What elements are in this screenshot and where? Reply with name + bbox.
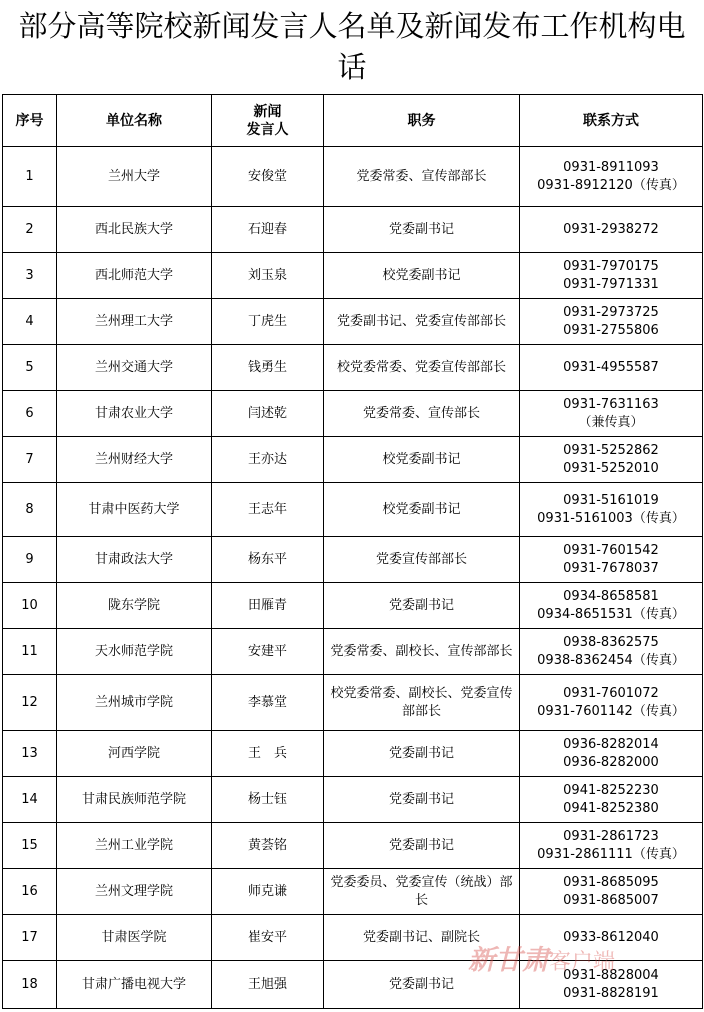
row-number: 3	[3, 253, 57, 299]
row-number: 10	[3, 583, 57, 629]
contact-line: 0931-8912120（传真）	[537, 177, 685, 193]
unit-name: 甘肃政法大学	[57, 537, 212, 583]
contact-line: 0931-5161019	[563, 492, 659, 508]
unit-name: 兰州大学	[57, 147, 212, 207]
position-title: 校党委副书记	[324, 483, 520, 537]
position-title: 党委宣传部部长	[324, 537, 520, 583]
position-title: 党委副书记	[324, 961, 520, 1009]
contact-info	[520, 253, 703, 299]
spokesperson-name: 李慕堂	[212, 675, 324, 731]
contact-info	[520, 823, 703, 869]
spokesperson-name: 安俊堂	[212, 147, 324, 207]
contact-line: 0931-7678037	[563, 560, 659, 576]
contact-info	[520, 345, 703, 391]
row-number: 1	[3, 147, 57, 207]
contact-line: 0931-4955587	[563, 359, 659, 375]
contact-info	[520, 961, 703, 1009]
position-title: 校党委副书记	[324, 253, 520, 299]
table-row	[3, 391, 703, 437]
header-no: 序号	[3, 95, 57, 147]
position-title: 党委副书记	[324, 583, 520, 629]
spokesperson-name: 崔安平	[212, 915, 324, 961]
row-number: 13	[3, 731, 57, 777]
position-title: 党委副书记	[324, 777, 520, 823]
contact-line: 0931-7601542	[563, 542, 659, 558]
unit-name: 陇东学院	[57, 583, 212, 629]
contact-info	[520, 583, 703, 629]
position-title: 党委副书记、副院长	[324, 915, 520, 961]
position-title: 党委副书记	[324, 731, 520, 777]
position-title: 党委副书记、党委宣传部部长	[324, 299, 520, 345]
spokesperson-name: 黄荟铭	[212, 823, 324, 869]
unit-name: 西北民族大学	[57, 207, 212, 253]
row-number: 2	[3, 207, 57, 253]
position-title: 党委常委、副校长、宣传部部长	[324, 629, 520, 675]
position-title: 校党委副书记	[324, 437, 520, 483]
table-row	[3, 583, 703, 629]
table-row	[3, 675, 703, 731]
unit-name: 兰州交通大学	[57, 345, 212, 391]
table-row	[3, 629, 703, 675]
contact-info	[520, 147, 703, 207]
position-title: 校党委常委、副校长、党委宣传部部长	[324, 675, 520, 731]
position-title: 党委委员、党委宣传（统战）部长	[324, 869, 520, 915]
position-title: 党委副书记	[324, 207, 520, 253]
row-number: 9	[3, 537, 57, 583]
page-title: 部分高等院校新闻发言人名单及新闻发布工作机构电话	[18, 9, 686, 84]
table-row	[3, 483, 703, 537]
unit-name: 甘肃中医药大学	[57, 483, 212, 537]
spokesperson-name: 杨东平	[212, 537, 324, 583]
spokesperson-name: 石迎春	[212, 207, 324, 253]
table-header-row	[3, 95, 703, 147]
unit-name: 甘肃民族师范学院	[57, 777, 212, 823]
spokesperson-name: 刘玉泉	[212, 253, 324, 299]
contact-info	[520, 777, 703, 823]
contact-line: 0931-7601072	[563, 685, 659, 701]
unit-name: 甘肃医学院	[57, 915, 212, 961]
spokesperson-table	[2, 94, 703, 1009]
position-title: 校党委常委、党委宣传部部长	[324, 345, 520, 391]
contact-line: 0931-7631163	[563, 396, 659, 412]
contact-info	[520, 915, 703, 961]
unit-name: 西北师范大学	[57, 253, 212, 299]
row-number: 4	[3, 299, 57, 345]
contact-info	[520, 483, 703, 537]
spokesperson-name: 杨士钰	[212, 777, 324, 823]
row-number: 8	[3, 483, 57, 537]
spokesperson-name: 王 兵	[212, 731, 324, 777]
unit-name: 甘肃农业大学	[57, 391, 212, 437]
contact-info	[520, 675, 703, 731]
contact-line: 0931-7970175	[563, 258, 659, 274]
contact-info	[520, 391, 703, 437]
contact-line: 0931-2861723	[563, 828, 659, 844]
position-title: 党委常委、宣传部部长	[324, 147, 520, 207]
contact-line: 0934-8658581	[563, 588, 659, 604]
table-row	[3, 961, 703, 1009]
contact-info	[520, 731, 703, 777]
contact-line: 0931-8828191	[563, 985, 659, 1001]
contact-line: 0931-7601142（传真）	[537, 703, 685, 719]
row-number: 14	[3, 777, 57, 823]
table-row	[3, 731, 703, 777]
contact-line: 0931-2861111（传真）	[537, 846, 685, 862]
row-number: 16	[3, 869, 57, 915]
table-row	[3, 537, 703, 583]
contact-line: 0931-5252010	[563, 460, 659, 476]
header-position: 职务	[324, 95, 520, 147]
contact-line: 0931-5161003（传真）	[537, 510, 685, 526]
header-unit: 单位名称	[57, 95, 212, 147]
spokesperson-name: 师克谦	[212, 869, 324, 915]
unit-name: 兰州城市学院	[57, 675, 212, 731]
contact-line: 0938-8362454（传真）	[537, 652, 685, 668]
table-row	[3, 823, 703, 869]
header-contact: 联系方式	[520, 95, 703, 147]
table-row	[3, 253, 703, 299]
row-number: 5	[3, 345, 57, 391]
contact-info	[520, 437, 703, 483]
row-number: 17	[3, 915, 57, 961]
row-number: 12	[3, 675, 57, 731]
spokesperson-name: 田雁青	[212, 583, 324, 629]
contact-line: 0931-2973725	[563, 304, 659, 320]
watermark-brand: 新甘肃	[468, 945, 549, 976]
unit-name: 天水师范学院	[57, 629, 212, 675]
contact-line: 0931-8911093	[563, 159, 659, 175]
unit-name: 兰州理工大学	[57, 299, 212, 345]
contact-line: 0931-5252862	[563, 442, 659, 458]
contact-line: 0936-8282000	[563, 754, 659, 770]
unit-name: 甘肃广播电视大学	[57, 961, 212, 1009]
unit-name: 兰州文理学院	[57, 869, 212, 915]
spokesperson-name: 王志年	[212, 483, 324, 537]
contact-line: 0931-2755806	[563, 322, 659, 338]
contact-line: 0933-8612040	[563, 929, 659, 945]
table-row	[3, 437, 703, 483]
contact-line: （兼传真）	[578, 414, 644, 430]
position-title: 党委常委、宣传部长	[324, 391, 520, 437]
contact-line: 0931-8685007	[563, 892, 659, 908]
table-body	[3, 147, 703, 1009]
table-row	[3, 345, 703, 391]
unit-name: 河西学院	[57, 731, 212, 777]
contact-line: 0941-8252380	[563, 800, 659, 816]
contact-info	[520, 299, 703, 345]
contact-line: 0936-8282014	[563, 736, 659, 752]
header-spokesperson: 新闻 发言人	[212, 95, 324, 147]
contact-info	[520, 207, 703, 253]
contact-line: 0931-8685095	[563, 874, 659, 890]
spokesperson-name: 闫述乾	[212, 391, 324, 437]
contact-line: 0934-8651531（传真）	[537, 606, 685, 622]
table-row	[3, 147, 703, 207]
contact-line: 0938-8362575	[563, 634, 659, 650]
contact-line: 0941-8252230	[563, 782, 659, 798]
table-row	[3, 777, 703, 823]
watermark-suffix: 客户端	[549, 950, 616, 975]
contact-line: 0931-7971331	[563, 276, 659, 292]
contact-info	[520, 869, 703, 915]
spokesperson-name: 王旭强	[212, 961, 324, 1009]
table-row	[3, 207, 703, 253]
contact-info	[520, 629, 703, 675]
contact-line: 0931-2938272	[563, 221, 659, 237]
spokesperson-name: 安建平	[212, 629, 324, 675]
row-number: 6	[3, 391, 57, 437]
row-number: 11	[3, 629, 57, 675]
table-row	[3, 869, 703, 915]
row-number: 15	[3, 823, 57, 869]
unit-name: 兰州工业学院	[57, 823, 212, 869]
table-row	[3, 299, 703, 345]
contact-info	[520, 537, 703, 583]
position-title: 党委副书记	[324, 823, 520, 869]
spokesperson-name: 王亦达	[212, 437, 324, 483]
spokesperson-name: 丁虎生	[212, 299, 324, 345]
unit-name: 兰州财经大学	[57, 437, 212, 483]
row-number: 7	[3, 437, 57, 483]
contact-line: 0931-8828004	[563, 967, 659, 983]
spokesperson-name: 钱勇生	[212, 345, 324, 391]
row-number: 18	[3, 961, 57, 1009]
table-row	[3, 915, 703, 961]
